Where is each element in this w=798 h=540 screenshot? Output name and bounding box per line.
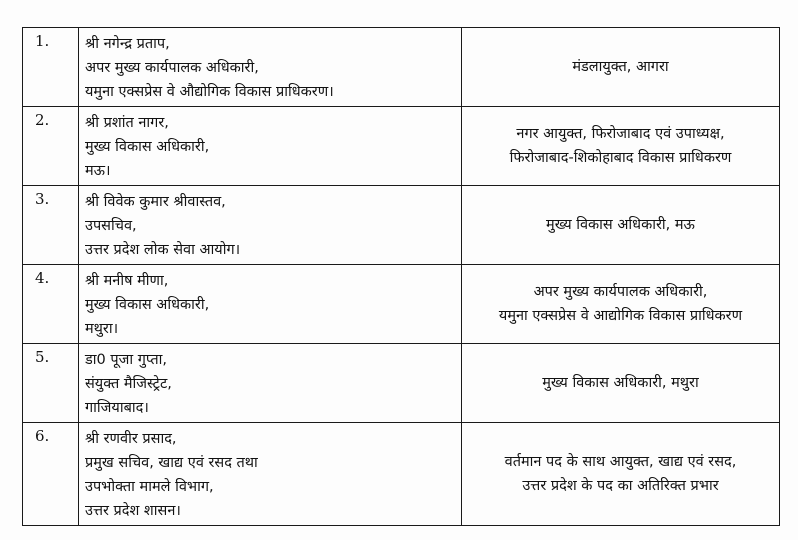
posting-line: मुख्य विकास अधिकारी, मऊ [546,217,695,233]
serial-number: 2. [23,107,79,186]
officer-line: मुख्य विकास अधिकारी, [85,139,210,155]
posting-line: फिरोजाबाद-शिकोहाबाद विकास प्राधिकरण [509,150,732,166]
new-posting [462,344,780,423]
officer-line: श्री रणवीर प्रसाद, [85,431,177,447]
posting-line: मुख्य विकास अधिकारी, मथुरा [542,375,699,391]
officer-line: श्री मनीष मीणा, [85,273,169,289]
officer-details [79,423,462,526]
serial-number: 1. [23,28,79,107]
officer-line: उत्तर प्रदेश लोक सेवा आयोग। [85,242,241,258]
officer-line: श्री विवेक कुमार श्रीवास्तव, [85,194,226,210]
new-posting [462,107,780,186]
officer-line: उपभोक्ता मामले विभाग, [85,479,214,495]
transfer-table [22,27,780,526]
table-row [23,28,780,107]
posting-line: अपर मुख्य कार्यपालक अधिकारी, [533,284,708,300]
officer-details [79,28,462,107]
officer-details [79,186,462,265]
officer-line: श्री नगेन्द्र प्रताप, [85,36,170,52]
table-row [23,423,780,526]
officer-line: यमुना एक्सप्रेस वे औद्योगिक विकास प्राधिकरण। [85,84,334,100]
posting-line: मंडलायुक्त, आगरा [572,59,669,75]
serial-number: 4. [23,265,79,344]
serial-number: 5. [23,344,79,423]
officer-details [79,344,462,423]
officer-details [79,265,462,344]
serial-number: 3. [23,186,79,265]
officer-line: उत्तर प्रदेश शासन। [85,503,181,519]
officer-line: अपर मुख्य कार्यपालक अधिकारी, [85,60,259,76]
officer-line: उपसचिव, [85,218,137,234]
officer-line: मथुरा। [85,321,119,337]
new-posting [462,186,780,265]
table-row [23,344,780,423]
officer-line: संयुक्त मैजिस्ट्रेट, [85,376,172,392]
officer-details [79,107,462,186]
posting-line: नगर आयुक्त, फिरोजाबाद एवं उपाध्यक्ष, [516,126,725,142]
officer-line: प्रमुख सचिव, खाद्य एवं रसद तथा [85,455,258,471]
table-row [23,265,780,344]
officer-line: मुख्य विकास अधिकारी, [85,297,210,313]
new-posting [462,423,780,526]
serial-number: 6. [23,423,79,526]
officer-line: मऊ। [85,163,111,179]
posting-line: वर्तमान पद के साथ आयुक्त, खाद्य एवं रसद, [504,454,737,470]
new-posting [462,265,780,344]
new-posting [462,28,780,107]
posting-line: यमुना एक्सप्रेस वे आद्योगिक विकास प्राधिकरण [498,308,743,324]
officer-line: गाजियाबाद। [85,400,149,416]
officer-line: डा0 पूजा गुप्ता, [85,352,167,368]
posting-line: उत्तर प्रदेश के पद का अतिरिक्त प्रभार [522,478,719,494]
officer-line: श्री प्रशांत नागर, [85,115,169,131]
table-row [23,107,780,186]
table-row [23,186,780,265]
